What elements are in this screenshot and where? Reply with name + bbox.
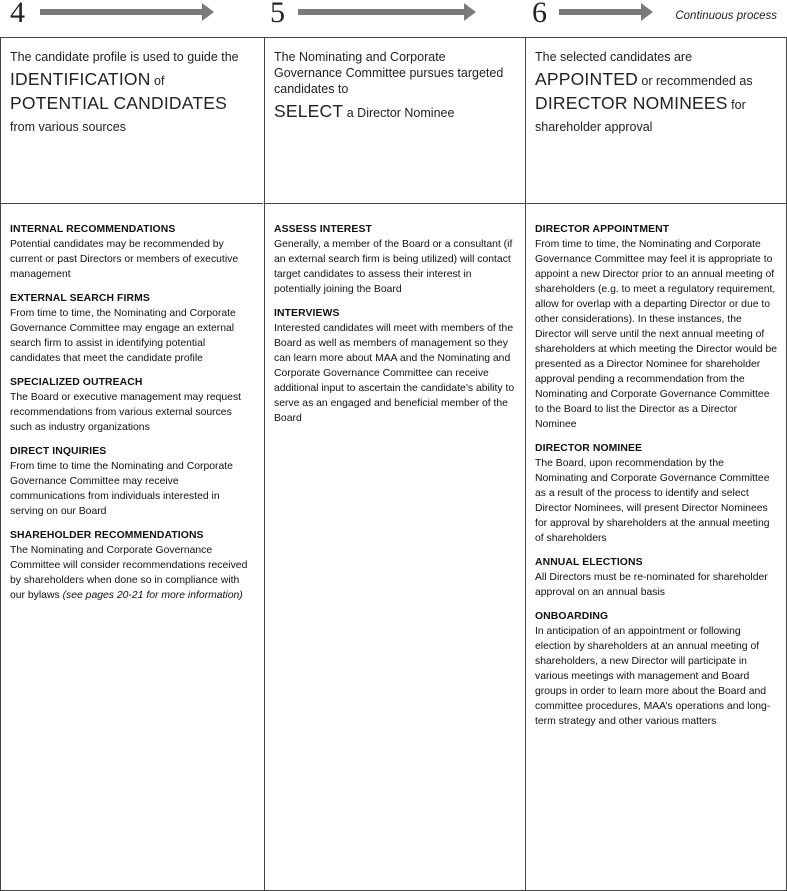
column-header [265,38,525,204]
header-keyword: SELECT [274,101,344,121]
header-keyword: POTENTIAL CANDIDATES [10,93,227,113]
section-title: EXTERNAL SEARCH FIRMS [10,293,150,304]
section-text: Generally, a member of the Board or a consultant (if an external search firm is being utilized) will contact target candidates to assess their interest in potentially joining the Board [274,239,513,295]
section-shareholder-recommendations [10,528,255,603]
section-assess-interest [274,222,517,297]
column-identification [1,38,263,890]
column-appointed [525,38,787,890]
section-direct-inquiries [10,444,255,519]
column-body [535,222,779,738]
section-title: INTERNAL RECOMMENDATIONS [10,224,176,235]
arrow-right-icon [298,9,466,15]
header-keyword: APPOINTED [535,69,638,89]
column-select [264,38,525,890]
header-text: The candidate profile is used to guide the IDENTIFICATION of POTENTIAL CANDIDATES from various sources [10,50,239,134]
section-text: From time to time, the Nominating and Corporate Governance Committee may engage an external search firm to assist in identifying potential candidates that meet the candidate profile [10,308,236,364]
section-text: The Nominating and Corporate Governance Committee will consider recommendations received by shareholders when done so in compliance with our bylaws (see pages 20-21 for more information) [10,545,248,601]
section-text: Interested candidates will meet with members of the Board as well as members of management so they can learn more about MAA and the Nominating and Corporate Governance Committee can receive additional input to ascertain the candidate’s ability to serve as an engaged and beneficial member of the Board [274,323,515,424]
step-number: 5 [270,0,285,29]
header-text: The Nominating and Corporate Governance Committee pursues targeted candidates to SELECT a Director Nominee [274,50,504,121]
section-title: SPECIALIZED OUTREACH [10,377,143,388]
section-internal-recommendations [10,222,255,282]
section-text: The Board, upon recommendation by the Nominating and Corporate Governance Committee as a result of the process to identify and select Director Nominees, will present Director Nominees for approval by shareholders at the annual meeting of shareholders [535,458,770,544]
section-director-nominee [535,441,779,546]
section-external-search-firms [10,291,255,366]
section-interviews [274,306,517,426]
section-title: DIRECTOR APPOINTMENT [535,224,670,235]
step-number: 4 [10,0,25,29]
process-table [0,37,787,891]
page-reference-note: (see pages 20-21 for more information) [62,590,243,601]
section-title: ONBOARDING [535,611,609,622]
step-4 [10,0,260,34]
section-title: ANNUAL ELECTIONS [535,557,643,568]
section-text: Potential candidates may be recommended by current or past Directors or members of executive management [10,239,239,280]
section-onboarding [535,609,779,729]
section-title: ASSESS INTEREST [274,224,372,235]
arrow-right-icon [40,9,204,15]
header-keyword: IDENTIFICATION [10,69,151,89]
column-body [10,222,255,612]
column-header [526,38,787,204]
section-director-appointment [535,222,779,432]
section-title: SHAREHOLDER RECOMMENDATIONS [10,530,204,541]
section-title: DIRECTOR NOMINEE [535,443,643,454]
header-text: The selected candidates are APPOINTED or recommended as DIRECTOR NOMINEES for shareholder approval [535,50,753,134]
section-text: From time to time the Nominating and Corporate Governance Committee may receive communications from individuals interested in serving on our Board [10,461,233,517]
section-specialized-outreach [10,375,255,435]
section-text: In anticipation of an appointment or following election by shareholders at an annual meeting of shareholders, a new Director will participate in various meetings with management and Board groups in order to learn more about the Board and committee procedures, MAA’s operations and long-term strategy and other various matters [535,626,771,727]
section-title: DIRECT INQUIRIES [10,446,107,457]
section-annual-elections [535,555,779,600]
step-5 [270,0,520,34]
section-text: All Directors must be re-nominated for shareholder approval on an annual basis [535,572,768,598]
section-text: The Board or executive management may request recommendations from various external sources such as industry organizations [10,392,242,433]
header-keyword: DIRECTOR NOMINEES [535,93,728,113]
section-text: From time to time, the Nominating and Corporate Governance Committee may feel it is appropriate to appoint a new Director prior to an annual meeting of shareholders (e.g. to meet a regulatory requirement, allow for overlap with a departing Director or due to other considerations). In these instances, the Director will serve until the next annual meeting of shareholders at which meeting the Director would be presented as a Director Nominee for shareholder approval pending a recommendation from the Nominating and Corporate Governance Committee to the Board to list the Director as a Director Nominee [535,239,777,430]
step-number: 6 [532,0,547,29]
section-title: INTERVIEWS [274,308,340,319]
column-header [1,38,263,204]
arrow-right-icon [559,9,643,15]
column-body [274,222,517,435]
continuous-process-label: Continuous process [675,10,777,22]
